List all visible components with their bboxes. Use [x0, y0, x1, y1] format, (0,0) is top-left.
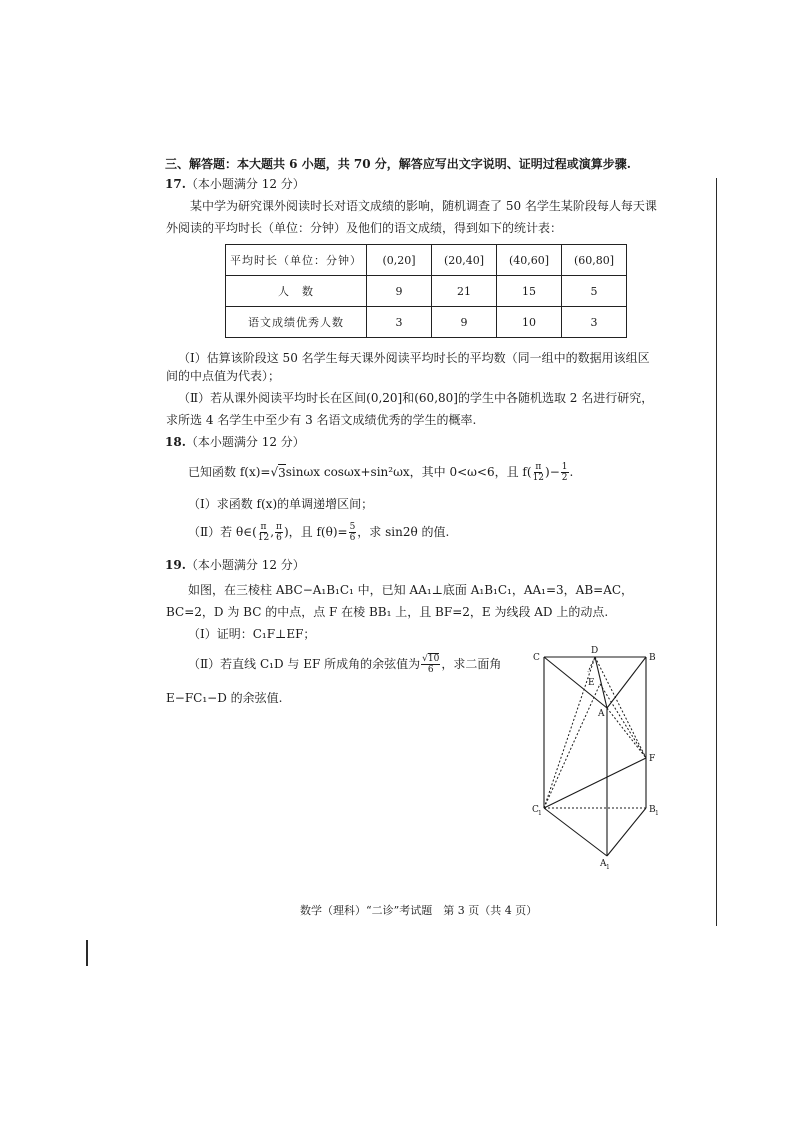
- q18-stem-prefix: 已知函数 f(x)=: [188, 465, 271, 479]
- label-B1-sub: 1: [655, 810, 659, 817]
- frac-numerator: 1: [561, 461, 568, 472]
- hidden-DF: [595, 657, 646, 758]
- q17-part2-line2: 求所选 4 名学生中至少有 3 名语文成绩优秀的学生的概率.: [166, 413, 477, 427]
- table-header-label: 平均时长（单位：分钟）: [226, 245, 367, 276]
- interval-cell: (40,60]: [497, 245, 562, 276]
- q17-stem-line1: 某中学为研究课外阅读时长对语文成绩的影响，随机调查了 50 名学生某阶段每人每天课: [190, 199, 657, 213]
- right-margin-line: [716, 178, 717, 926]
- interval-cell: (60,80]: [562, 245, 627, 276]
- hidden-AF: [607, 708, 646, 758]
- count-cell: 9: [367, 276, 432, 307]
- table-row: [226, 307, 627, 338]
- frac-numerator: π: [276, 521, 282, 532]
- q19-stem-line1: 如图，在三棱柱 ABC−A₁B₁C₁ 中，已知 AA₁⊥底面 A₁B₁C₁，AA₁=3，AB=AC，: [188, 583, 634, 597]
- interval-cell: (0,20]: [367, 245, 432, 276]
- q18-part2-end: ，求 sin2θ 的值.: [357, 525, 450, 539]
- q18-sqrt-value: 3: [278, 465, 286, 480]
- frac-denominator: 6: [276, 532, 282, 543]
- q19-part2-prefix: （Ⅱ）若直线 C₁D 与 EF 所成角的余弦值为: [188, 657, 421, 671]
- excellent-cell: 3: [367, 307, 432, 338]
- label-A1-sub: 1: [606, 864, 610, 871]
- label-F: F: [649, 754, 656, 764]
- q17-number: 17.: [165, 177, 186, 191]
- section-header: 三、解答题：本大题共 6 小题，共 70 分，解答应写出文字说明、证明过程或演算步骤.: [165, 157, 631, 171]
- q19-points: （本小题满分 12 分）: [185, 558, 305, 572]
- q17-points: （本小题满分 12 分）: [185, 177, 305, 191]
- page-footer: 数学（理科）“二诊”考试题 第 3 页（共 4 页）: [300, 904, 538, 917]
- q18-part2-sep: ,: [270, 525, 275, 539]
- frac-denominator: 2: [561, 472, 568, 483]
- fraction-pi-over-6: [275, 522, 283, 543]
- q19-stem-line2: BC=2，D 为 BC 的中点，点 F 在棱 BB₁ 上，且 BF=2，E 为线段 AD 上的动点.: [166, 605, 609, 619]
- q19-heading: [165, 557, 305, 573]
- frac-denominator: 12: [257, 532, 270, 543]
- q19-part2-line2: E−FC₁−D 的余弦值.: [166, 691, 283, 705]
- q19-part2-suffix: ，求二面角: [441, 657, 502, 671]
- fraction-pi-over-12: [258, 522, 269, 543]
- q17-stem-line2: 外阅读的平均时长（单位：分钟）及他们的语文成绩，得到如下的统计表：: [166, 221, 563, 235]
- q18-stem-middle: sinωx cosωx+sin²ωx，其中 0<ω<6，且 f(: [285, 465, 532, 479]
- q18-stem-after: )−: [545, 465, 560, 479]
- count-cell: 21: [432, 276, 497, 307]
- q18-stem: [188, 461, 573, 483]
- label-D: D: [591, 646, 599, 656]
- fraction-five-sixths: [349, 522, 357, 543]
- fraction-pi-over-12: [533, 462, 544, 483]
- prism-figure: [528, 642, 668, 872]
- label-A1: A: [600, 859, 607, 869]
- edge-AB: [607, 657, 646, 708]
- fraction-sqrt10-over-6: [421, 654, 440, 675]
- label-C: C: [533, 653, 540, 663]
- q17-part2-line1: （Ⅱ）若从课外阅读平均时长在区间(0,20]和(60,80]的学生中各随机选取 2 名进行研究，: [178, 391, 654, 405]
- label-C1-sub: 1: [538, 810, 542, 817]
- label-E: E: [588, 678, 595, 688]
- q18-part2-prefix: （Ⅱ）若 θ∈(: [188, 525, 257, 539]
- label-A: A: [598, 709, 605, 719]
- statistics-table: [225, 244, 627, 338]
- edge-C1A1: [544, 808, 607, 856]
- row-count-label: 人 数: [226, 276, 367, 307]
- frac-numerator: π: [260, 521, 267, 532]
- q18-heading: [165, 434, 305, 450]
- q18-points: （本小题满分 12 分）: [185, 435, 305, 449]
- label-C1: C: [532, 805, 539, 815]
- table-row: [226, 276, 627, 307]
- q17-part1-line2: 间的中点值为代表）；: [166, 369, 281, 383]
- q19-number: 19.: [165, 558, 186, 572]
- sqrt-symbol: √: [270, 465, 279, 479]
- label-B: B: [649, 653, 656, 663]
- q18-part2-mid: )，且 f(θ)=: [283, 525, 348, 539]
- excellent-cell: 3: [562, 307, 627, 338]
- table-row: [226, 245, 627, 276]
- edge-CA: [544, 657, 607, 708]
- q19-part2-line1: [188, 652, 501, 676]
- label-B1: B: [649, 805, 656, 815]
- row-excellent-label: 语文成绩优秀人数: [226, 307, 367, 338]
- sqrt-radicand: 10: [427, 653, 440, 664]
- interval-cell: (20,40]: [432, 245, 497, 276]
- frac-numerator: √10: [422, 653, 440, 664]
- frac-numerator: π: [535, 461, 542, 472]
- frac-denominator: 6: [349, 532, 356, 543]
- excellent-cell: 10: [497, 307, 562, 338]
- q19-part1: （Ⅰ）证明：C₁F⊥EF；: [188, 627, 316, 641]
- frac-denominator: 6: [427, 664, 434, 675]
- left-margin-line: [86, 940, 88, 966]
- excellent-cell: 9: [432, 307, 497, 338]
- count-cell: 15: [497, 276, 562, 307]
- q18-part2: [188, 521, 449, 543]
- segment-C1F: [544, 758, 646, 808]
- edge-A1B1: [607, 808, 646, 856]
- q18-part1: （Ⅰ）求函数 f(x)的单调递增区间；: [188, 497, 374, 511]
- fraction-one-half: [561, 462, 569, 483]
- q18-stem-end: .: [569, 465, 574, 479]
- frac-denominator: 12: [532, 472, 545, 483]
- count-cell: 5: [562, 276, 627, 307]
- frac-numerator: 5: [349, 521, 356, 532]
- q18-number: 18.: [165, 435, 186, 449]
- hidden-C1E: [544, 684, 600, 808]
- q17-heading: [165, 176, 305, 192]
- q17-part1-line1: （Ⅰ）估算该阶段这 50 名学生每天课外阅读平均时长的平均数（同一组中的数据用该组区: [178, 351, 650, 365]
